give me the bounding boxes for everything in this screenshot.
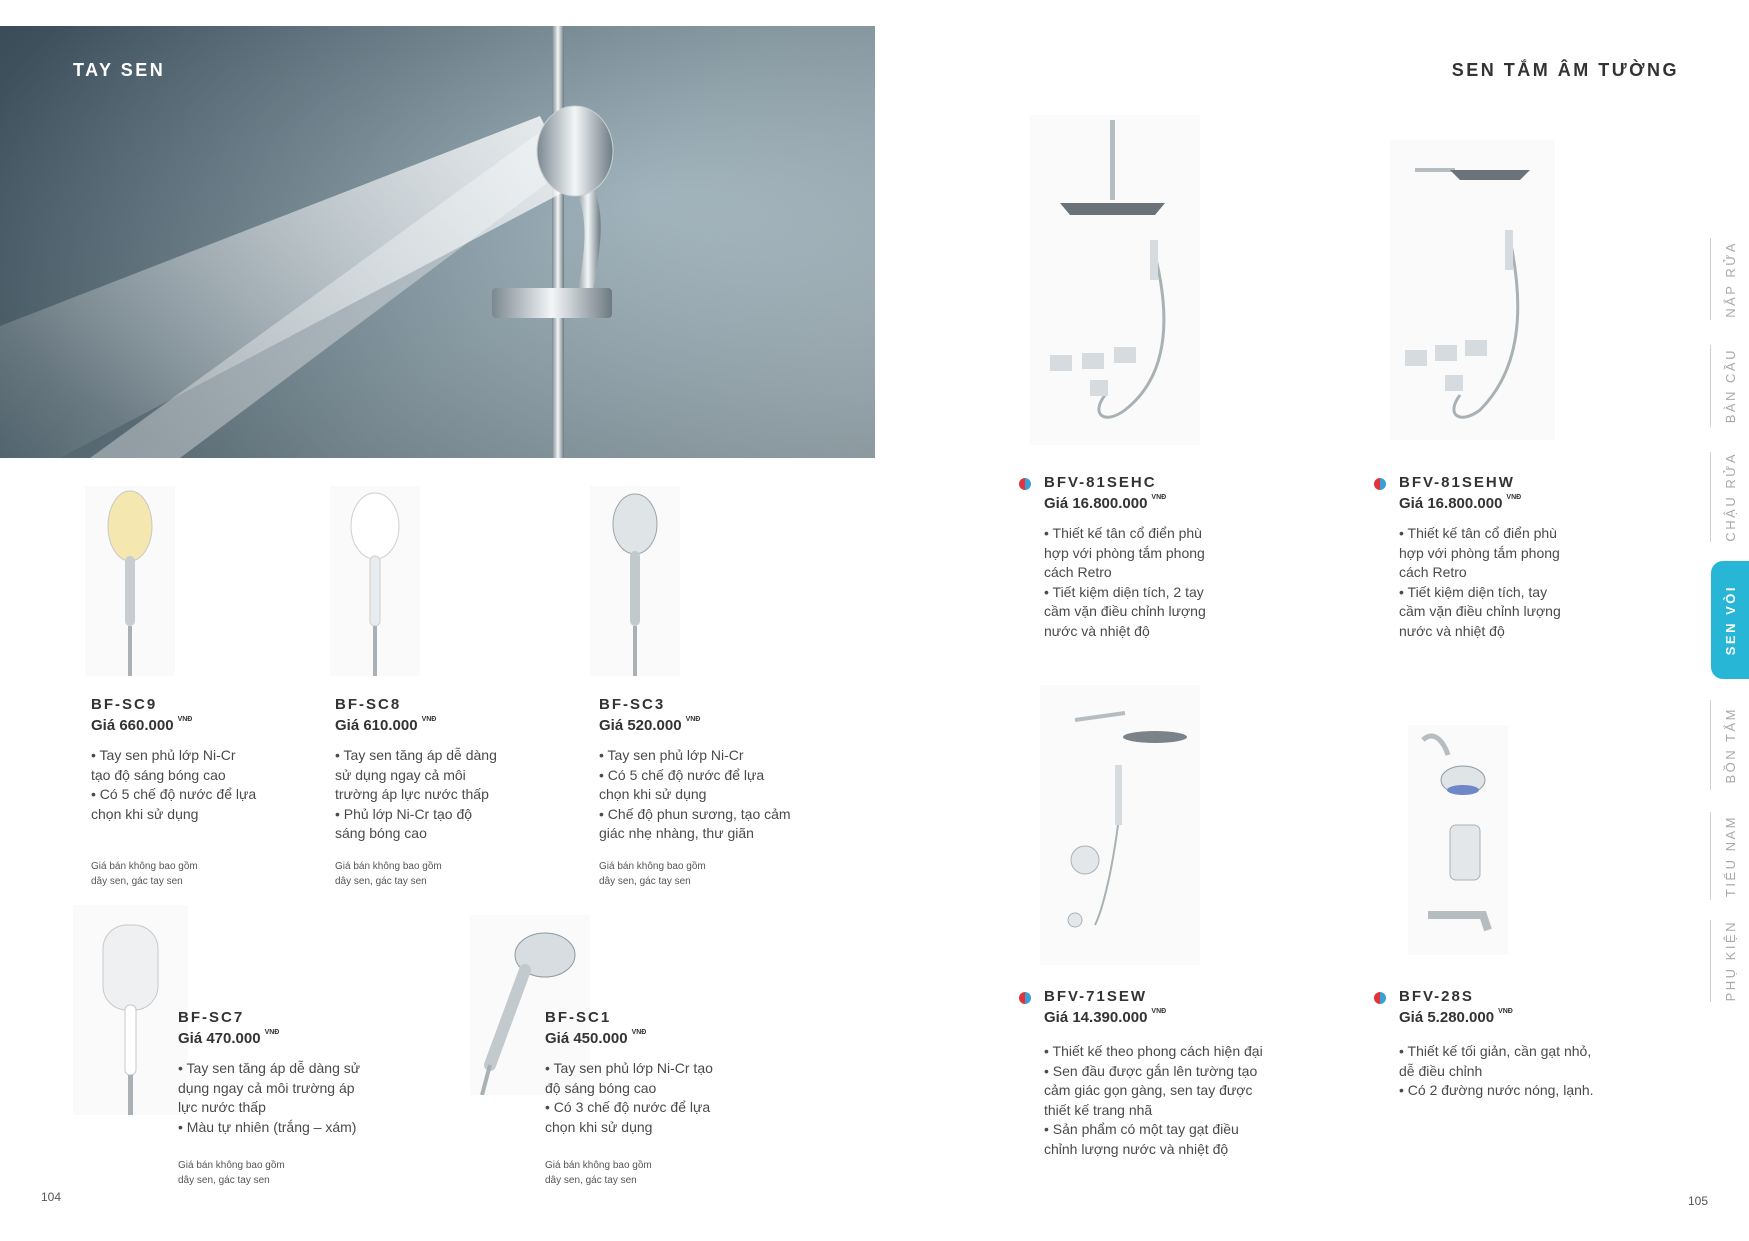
product-price: Giá 520.000 $^{VNĐ}$ xyxy=(599,716,701,734)
product-description: • Tay sen phủ lớp Ni-Cr • Có 5 chế độ nước để lựa chọn khi sử dụng • Chế độ phun sương, tạo cảm giác nhẹ nhàng, thư giãn xyxy=(599,747,791,841)
currency: VNĐ xyxy=(264,1029,280,1036)
product-code: BFV-28S xyxy=(1399,988,1474,1005)
product-image-bf-sc9 xyxy=(85,486,175,676)
product-price: Giá 610.000 $^{VNĐ}$ xyxy=(335,716,437,734)
product-code: BF-SC3 xyxy=(599,696,666,713)
currency: VNĐ xyxy=(1151,494,1167,501)
product-code: BFV-71SEW xyxy=(1044,988,1148,1005)
product-description: • Tay sen tăng áp dễ dàng sử dụng ngay cả môi trường áp lực nước thấp • Phủ lớp Ni-Cr tạo độ sáng bóng cao xyxy=(335,747,497,841)
product-price: Giá 450.000 $^{VNĐ}$ xyxy=(545,1029,647,1047)
product-image-bfv-81sehw xyxy=(1390,140,1555,440)
product-code: BF-SC7 xyxy=(178,1009,245,1026)
page-number-left: 104 xyxy=(41,1190,62,1204)
product-card-bf-sc9 xyxy=(91,696,321,824)
tab-sen-voi[interactable]: SEN VÒI xyxy=(1711,561,1749,679)
product-note: Giá bán không bao gồm dây sen, gác tay sen xyxy=(545,1160,652,1186)
product-card-bfv-81sehc xyxy=(1044,474,1304,641)
product-image-bf-sc7 xyxy=(73,905,188,1115)
tab-bon-tam[interactable]: BỒN TẮM xyxy=(1710,700,1749,790)
product-note: Giá bán không bao gồm dây sen, gác tay sen xyxy=(178,1160,285,1186)
product-description: • Thiết kế tân cổ điển phù hợp với phòng tắm phong cách Retro • Tiết kiệm diện tích, tay cầm vặn điều chỉnh lượng nước và nhiệt độ xyxy=(1399,525,1561,639)
currency: VNĐ xyxy=(1506,494,1522,501)
product-description: • Thiết kế tối giản, cần gạt nhỏ, dễ điều chỉnh • Có 2 đường nước nóng, lạnh. xyxy=(1399,1043,1594,1098)
currency: VNĐ xyxy=(685,716,701,723)
product-image-bfv-81sehc xyxy=(1030,115,1200,445)
product-card-bfv-81sehw xyxy=(1399,474,1659,641)
hot-cold-icon xyxy=(1374,992,1386,1004)
product-price: Giá 470.000 $^{VNĐ}$ xyxy=(178,1029,280,1047)
hot-cold-icon xyxy=(1019,992,1031,1004)
tab-chau-rua[interactable]: CHẬU RỬA xyxy=(1710,452,1749,542)
currency: VNĐ xyxy=(1151,1008,1167,1015)
tab-tieu-nam[interactable]: TIỂU NAM xyxy=(1710,812,1749,900)
currency: VNĐ xyxy=(1498,1008,1513,1015)
product-card-bf-sc1 xyxy=(545,1009,775,1137)
product-price: Giá 14.390.000 $^{VNĐ}$ xyxy=(1044,1008,1167,1026)
product-image-bf-sc8 xyxy=(330,486,420,676)
section-title-sen-tam-am-tuong: SEN TẮM ÂM TƯỜNG xyxy=(1451,60,1679,80)
hero-shower-photo xyxy=(0,26,875,458)
product-card-bfv-28s xyxy=(1399,988,1659,1101)
hot-cold-icon xyxy=(1374,478,1386,490)
product-price: Giá 16.800.000 $^{VNĐ}$ xyxy=(1399,494,1522,512)
product-description: • Tay sen phủ lớp Ni-Cr tạo độ sáng bóng cao • Có 5 chế độ nước để lựa chọn khi sử dụng xyxy=(91,747,257,822)
currency: VNĐ xyxy=(421,716,437,723)
product-price: Giá 660.000 $^{VNĐ}$ xyxy=(91,716,193,734)
tab-ban-cau[interactable]: BÀN CẦU xyxy=(1710,345,1749,427)
currency: VNĐ xyxy=(631,1029,647,1036)
product-card-bf-sc7 xyxy=(178,1009,408,1137)
product-note: Giá bán không bao gồm dây sen, gác tay sen xyxy=(335,861,442,887)
product-image-bfv-28s xyxy=(1408,725,1508,955)
product-card-bf-sc3 xyxy=(599,696,849,844)
section-title-tay-sen: TAY SEN xyxy=(73,60,166,80)
tab-nap-rua[interactable]: NẮP RỬA xyxy=(1710,238,1749,320)
product-price: Giá 5.280.000 $^{VNĐ}$ xyxy=(1399,1008,1513,1026)
product-description: • Tay sen phủ lớp Ni-Cr tạo độ sáng bóng cao • Có 3 chế độ nước để lựa chọn khi sử dụng xyxy=(545,1060,713,1135)
product-description: • Thiết kế tân cổ điển phù hợp với phòng tắm phong cách Retro • Tiết kiệm diện tích, 2 tay cầm vặn điều chỉnh lượng nước và nhiệt độ xyxy=(1044,525,1206,639)
product-image-bfv-71sew xyxy=(1040,685,1200,965)
product-code: BFV-81SEHC xyxy=(1044,474,1157,491)
product-code: BF-SC9 xyxy=(91,696,158,713)
product-code: BFV-81SEHW xyxy=(1399,474,1515,491)
hot-cold-icon xyxy=(1019,478,1031,490)
page-number-right: 105 xyxy=(1688,1194,1709,1208)
product-note: Giá bán không bao gồm dây sen, gác tay sen xyxy=(91,861,198,887)
tab-phu-kien[interactable]: PHỤ KIỆN xyxy=(1710,920,1749,1002)
currency: VNĐ xyxy=(177,716,193,723)
product-image-bf-sc3 xyxy=(590,486,680,676)
product-description: • Tay sen tăng áp dễ dàng sử dụng ngay cả môi trường áp lực nước thấp • Màu tự nhiên (trắng – xám) xyxy=(178,1060,361,1135)
product-card-bf-sc8 xyxy=(335,696,565,844)
product-note: Giá bán không bao gồm dây sen, gác tay sen xyxy=(599,861,706,887)
product-code: BF-SC1 xyxy=(545,1009,612,1026)
product-card-bfv-71sew xyxy=(1044,988,1334,1159)
product-price: Giá 16.800.000 $^{VNĐ}$ xyxy=(1044,494,1167,512)
product-code: BF-SC8 xyxy=(335,696,402,713)
product-description: • Thiết kế theo phong cách hiện đại • Sen đầu được gắn lên tường tạo cảm giác gọn gàng, sen tay được thiết kế trang nhã • Sản phẩm có một tay gạt điều chỉnh lượng nước và nhiệt độ xyxy=(1044,1043,1263,1157)
